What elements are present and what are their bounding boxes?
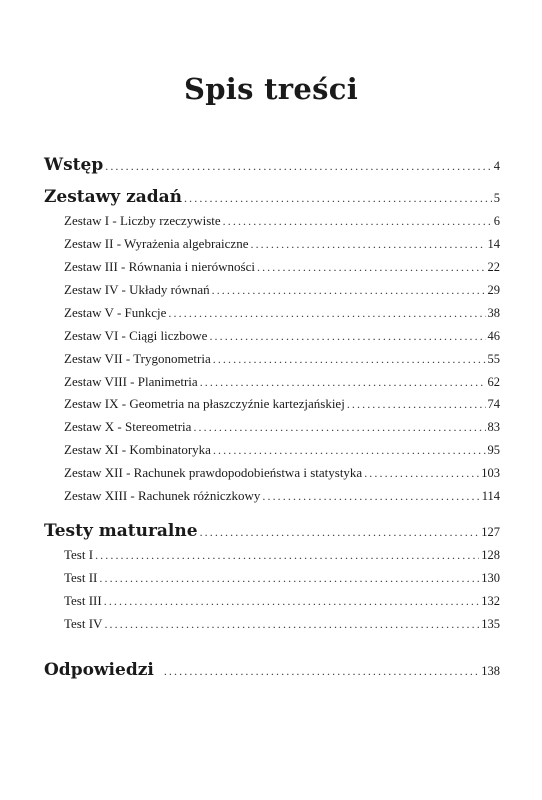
dot-leader xyxy=(105,159,492,174)
toc-entry-zestaw-13[interactable] xyxy=(64,488,500,504)
toc-entry-page: 128 xyxy=(481,548,500,562)
toc-entry-label: Zestaw I - Liczby rzeczywiste xyxy=(64,213,221,228)
toc-entry-label: Zestaw XIII - Rachunek różniczkowy xyxy=(64,488,261,503)
toc-entry-zestaw-5[interactable] xyxy=(64,305,500,321)
toc-entry-page: 114 xyxy=(481,489,500,503)
toc-entry-page: 5 xyxy=(493,191,500,205)
dot-leader xyxy=(364,466,479,481)
dot-leader xyxy=(95,548,479,563)
toc-entry-label: Testy maturalne xyxy=(44,521,198,541)
toc-entry-zestaw-12[interactable] xyxy=(64,465,500,481)
toc-entry-label: Zestaw X - Stereometria xyxy=(64,419,192,434)
toc-entry-page: 46 xyxy=(487,329,500,343)
toc-entry-testy-maturalne[interactable] xyxy=(44,521,500,541)
toc-entry-page: 22 xyxy=(487,260,500,274)
dot-leader xyxy=(209,329,485,344)
dot-leader xyxy=(212,283,486,298)
page-title: Spis treści xyxy=(183,72,359,106)
toc-entry-page: 55 xyxy=(487,352,500,366)
toc-entry-label: Odpowiedzi xyxy=(44,660,154,680)
dot-leader xyxy=(200,525,480,540)
toc-entry-label: Test III xyxy=(64,593,102,608)
toc-entry-label: Zestaw IV - Układy równań xyxy=(64,282,210,297)
toc-entry-zestaw-8[interactable] xyxy=(64,374,500,390)
toc-entry-page: 138 xyxy=(481,664,500,678)
toc-entry-zestaw-3[interactable] xyxy=(64,259,500,275)
toc-entry-label: Zestaw XII - Rachunek prawdopodobieństwa i statystyka xyxy=(64,465,363,480)
toc-entry-zestaw-1[interactable] xyxy=(64,213,500,229)
dot-leader xyxy=(250,237,485,252)
toc-entry-page: 38 xyxy=(487,306,500,320)
toc-entry-page: 127 xyxy=(481,525,500,539)
toc-entry-label: Zestaw VII - Trygonometria xyxy=(64,351,211,366)
toc-entry-label: Test I xyxy=(64,547,94,562)
toc-entry-page: 14 xyxy=(487,237,500,251)
toc-entry-zestaw-9[interactable] xyxy=(64,396,500,412)
toc-entry-zestawy-zadan[interactable] xyxy=(44,187,500,207)
toc-entry-label: Zestaw II - Wyrażenia algebraiczne xyxy=(64,236,249,251)
dot-leader xyxy=(104,617,479,632)
toc-entry-label: Wstęp xyxy=(44,155,104,175)
toc-entry-page: 132 xyxy=(481,594,500,608)
dot-leader xyxy=(347,397,486,412)
toc-entry-test-2[interactable] xyxy=(64,570,500,586)
dot-leader xyxy=(213,443,486,458)
toc-entry-odpowiedzi[interactable] xyxy=(44,660,500,680)
toc-entry-label: Zestawy zadań xyxy=(44,187,183,207)
toc-entry-zestaw-2[interactable] xyxy=(64,236,500,252)
toc-entry-label: Zestaw III - Równania i nierówności xyxy=(64,259,255,274)
toc-entry-zestaw-7[interactable] xyxy=(64,351,500,367)
toc-entry-label: Zestaw VIII - Planimetria xyxy=(64,374,198,389)
toc-entry-label: Zestaw IX - Geometria na płaszczyźnie kartezjańskiej xyxy=(64,396,345,411)
toc-entry-page: 83 xyxy=(487,420,500,434)
toc-entry-page: 62 xyxy=(487,375,500,389)
toc-entry-page: 95 xyxy=(487,443,500,457)
toc-entry-page: 29 xyxy=(487,283,500,297)
toc-entry-page: 130 xyxy=(481,571,500,585)
toc-entry-wstep[interactable] xyxy=(44,155,500,175)
dot-leader xyxy=(213,352,486,367)
toc-entry-test-1[interactable] xyxy=(64,547,500,563)
toc-entry-page: 103 xyxy=(481,466,500,480)
dot-leader xyxy=(193,420,485,435)
toc-entry-page: 6 xyxy=(493,214,500,228)
dot-leader xyxy=(184,191,492,206)
toc-entry-page: 135 xyxy=(481,617,500,631)
toc-entry-page: 74 xyxy=(487,397,500,411)
toc-entry-page: 4 xyxy=(493,159,500,173)
dot-leader xyxy=(262,489,479,504)
toc-entry-zestaw-4[interactable] xyxy=(64,282,500,298)
toc-entry-label: Test IV xyxy=(64,616,103,631)
dot-leader xyxy=(223,214,492,229)
toc-entry-test-4[interactable] xyxy=(64,616,500,632)
toc-entry-label: Zestaw V - Funkcje xyxy=(64,305,167,320)
dot-leader xyxy=(200,375,486,390)
toc-entry-zestaw-10[interactable] xyxy=(64,419,500,435)
dot-leader xyxy=(257,260,486,275)
dot-leader xyxy=(99,571,479,586)
toc-entry-label: Test II xyxy=(64,570,98,585)
toc-entry-label: Zestaw VI - Ciągi liczbowe xyxy=(64,328,208,343)
dot-leader xyxy=(168,306,485,321)
toc-entry-test-3[interactable] xyxy=(64,593,500,609)
dot-leader xyxy=(164,664,479,679)
toc-entry-zestaw-6[interactable] xyxy=(64,328,500,344)
dot-leader xyxy=(104,594,480,609)
toc-entry-label: Zestaw XI - Kombinatoryka xyxy=(64,442,211,457)
toc-entry-zestaw-11[interactable] xyxy=(64,442,500,458)
